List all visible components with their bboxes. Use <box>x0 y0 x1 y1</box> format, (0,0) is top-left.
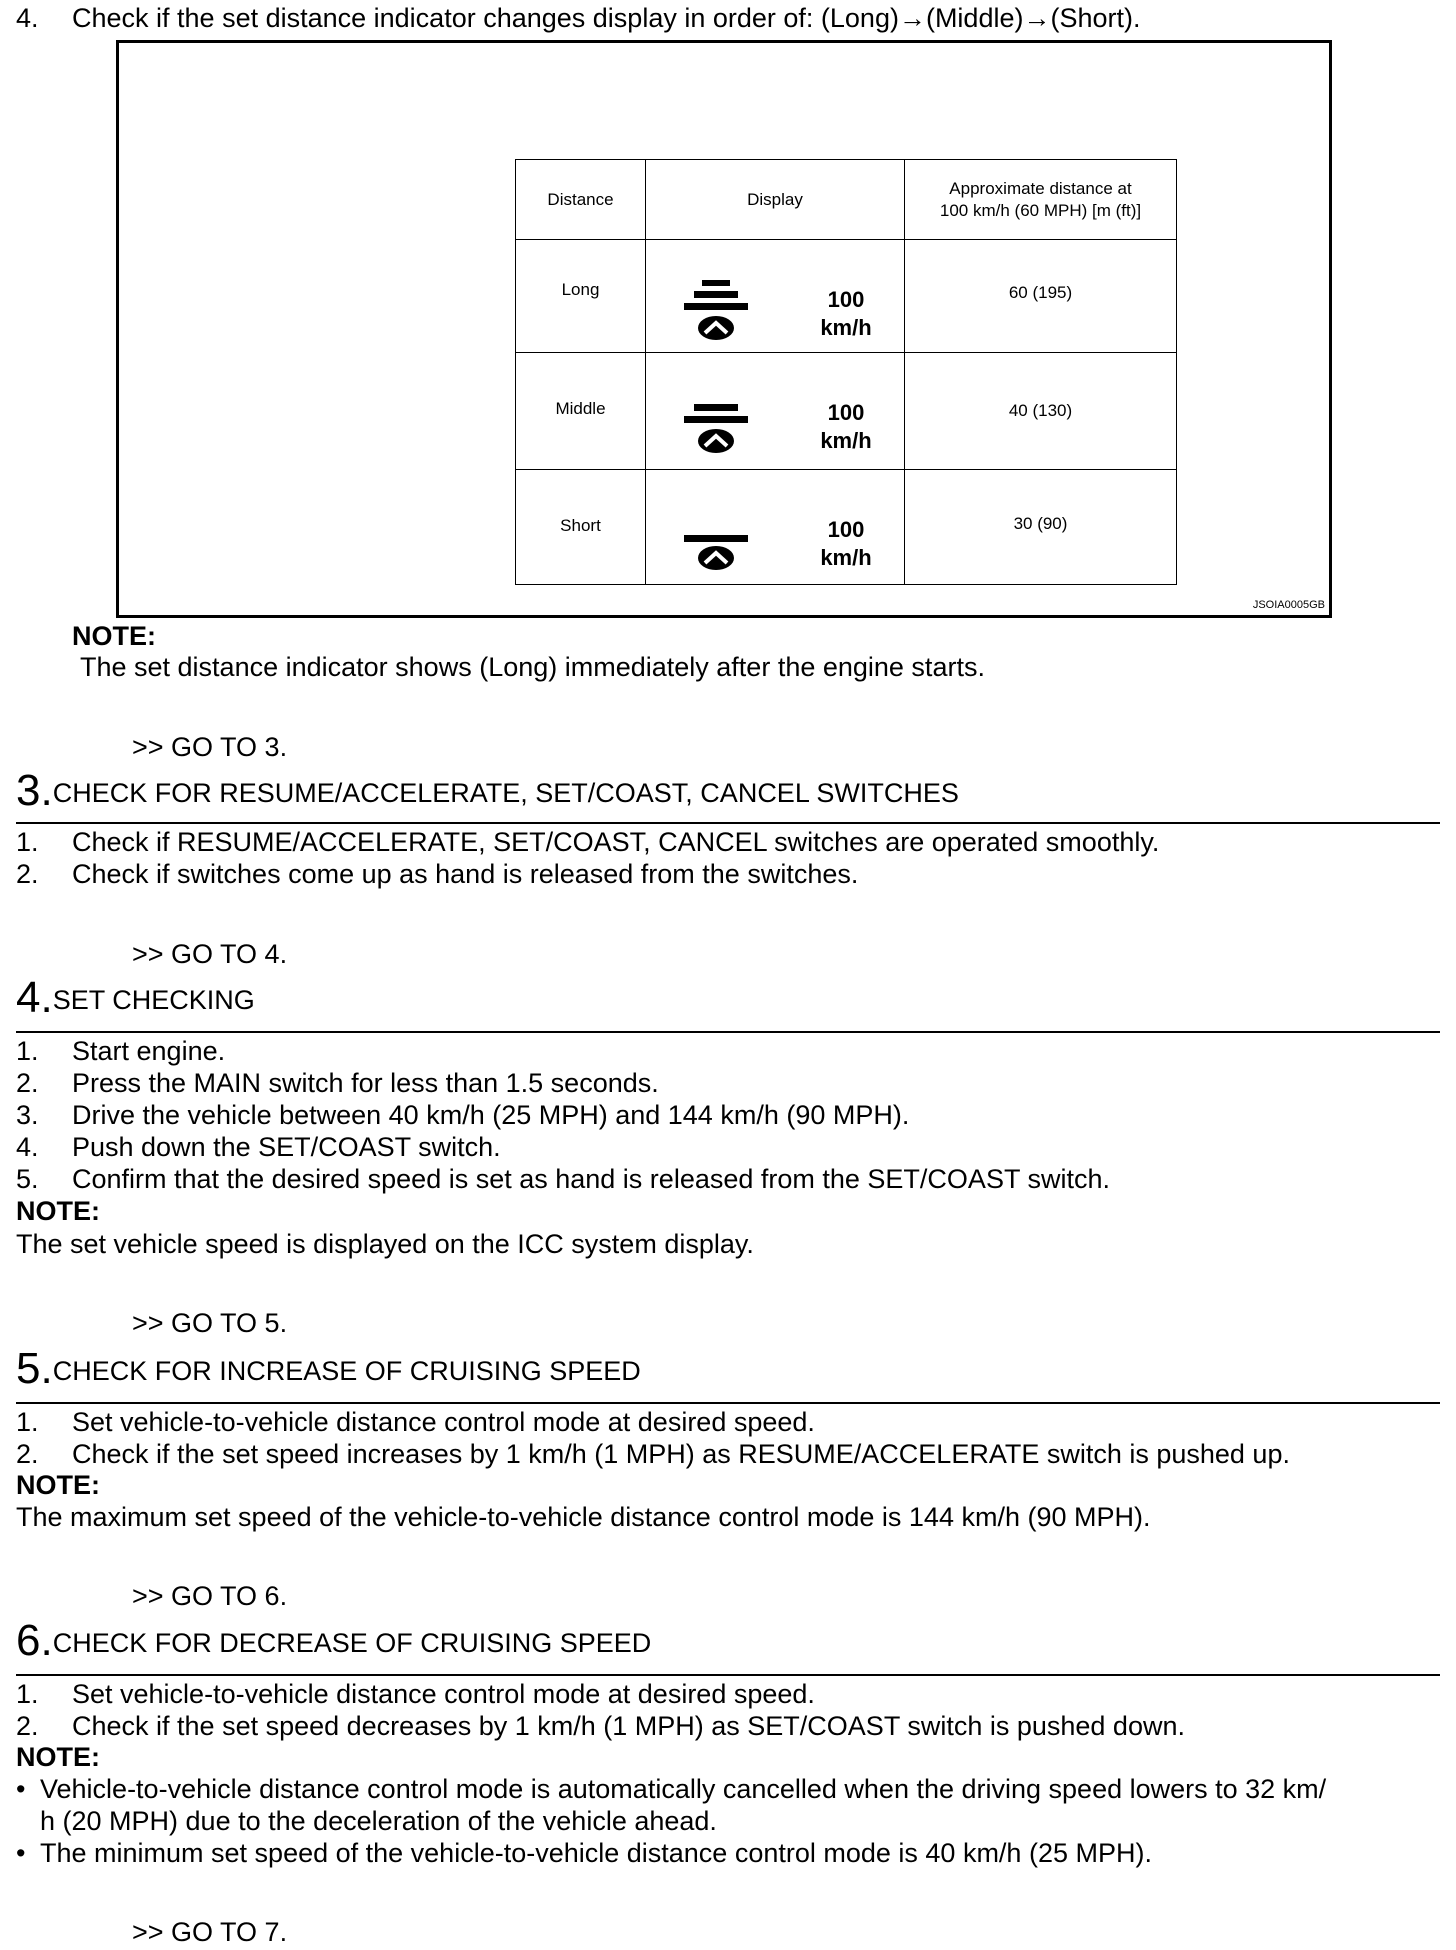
speed-long-unit: km/h <box>820 315 872 340</box>
divider <box>16 822 1440 824</box>
speed-middle <box>816 399 876 455</box>
list-item-text: Confirm that the desired speed is set as hand is released from the SET/COAST switch. <box>72 1164 1110 1194</box>
list-item-text: Push down the SET/COAST switch. <box>72 1132 501 1162</box>
bullet-item <box>16 1837 1326 1869</box>
note-text: The set vehicle speed is displayed on the ICC system display. <box>16 1229 754 1259</box>
header-approx-line2: 100 km/h (60 MPH) [m (ft)] <box>939 200 1142 220</box>
divider <box>16 1402 1440 1404</box>
step-3-number: 3. <box>16 766 53 815</box>
step-6-heading <box>16 1616 652 1665</box>
list-item-text: Start engine. <box>72 1036 226 1066</box>
approx-short: 30 (90) <box>905 470 1177 585</box>
step-4-title: SET CHECKING <box>52 985 255 1015</box>
list-item-number: 5. <box>16 1164 39 1194</box>
intro-step-text: Check if the set distance indicator changes display in order of: (Long)→(Middle)→(Short). <box>72 3 1141 33</box>
step-4-heading <box>16 973 255 1022</box>
note-text: The set distance indicator shows (Long) immediately after the engine starts. <box>80 652 985 682</box>
distance-bars-middle-icon <box>676 393 756 457</box>
goto-link: >> GO TO 4. <box>132 939 288 969</box>
display-cell-short <box>646 470 905 585</box>
bullet-line: • Vehicle-to-vehicle distance control mode is automatically cancelled when the driving speed lowers to 32 km/ <box>40 1774 1327 1804</box>
speed-middle-value: 100 <box>827 400 865 425</box>
note-label: NOTE: <box>16 1470 100 1500</box>
list-item-text: Check if RESUME/ACCELERATE, SET/COAST, CANCEL switches are operated smoothly. <box>72 827 1160 857</box>
goto-link: >> GO TO 7. <box>132 1917 288 1947</box>
goto-link: >> GO TO 6. <box>132 1581 288 1611</box>
list-item-text: Check if the set speed increases by 1 km/h (1 MPH) as RESUME/ACCELERATE switch is pushed up. <box>72 1439 1290 1469</box>
step-3-title: CHECK FOR RESUME/ACCELERATE, SET/COAST, CANCEL SWITCHES <box>52 778 959 808</box>
speed-long <box>816 286 876 342</box>
table-row <box>516 353 1177 470</box>
note-label: NOTE: <box>16 1742 100 1772</box>
intro-step <box>16 2 1141 34</box>
list-item-number: 2. <box>16 1711 39 1741</box>
note-label: NOTE: <box>16 1196 100 1226</box>
goto-link: >> GO TO 3. <box>132 732 288 762</box>
list-item-number: 4. <box>16 1132 39 1162</box>
header-approx <box>905 160 1177 240</box>
step-6-title: CHECK FOR DECREASE OF CRUISING SPEED <box>52 1628 652 1658</box>
bullet-line: • The minimum set speed of the vehicle-to-vehicle distance control mode is 40 km/h (25 MPH). <box>40 1838 1152 1868</box>
step-5-number: 5. <box>16 1344 53 1393</box>
header-approx-line1: Approximate distance at <box>949 178 1132 198</box>
list-item-number: 2. <box>16 1439 39 1469</box>
distance-table <box>515 159 1177 585</box>
step-5-heading <box>16 1344 641 1393</box>
row-label-long: Long <box>516 240 646 353</box>
intro-step-number: 4. <box>16 3 39 33</box>
list-item-number: 2. <box>16 1068 39 1098</box>
speed-short <box>816 516 876 572</box>
list-item-number: 1. <box>16 827 39 857</box>
goto-link: >> GO TO 5. <box>132 1308 288 1338</box>
distance-indicator-figure <box>116 40 1332 618</box>
list-item-number: 3. <box>16 1100 39 1130</box>
list-item-number: 1. <box>16 1407 39 1437</box>
note-bullets <box>16 1773 1326 1869</box>
bullet-item <box>16 1773 1326 1837</box>
table-row <box>516 470 1177 585</box>
list-item-number: 1. <box>16 1036 39 1066</box>
list-item-number: 2. <box>16 859 39 889</box>
speed-middle-unit: km/h <box>820 428 872 453</box>
list-item-text: Check if the set speed decreases by 1 km/h (1 MPH) as SET/COAST switch is pushed down. <box>72 1711 1185 1741</box>
figure-id: JSOIA0005GB <box>1252 599 1325 611</box>
speed-short-unit: km/h <box>820 545 872 570</box>
list-item-text: Set vehicle-to-vehicle distance control mode at desired speed. <box>72 1407 815 1437</box>
note-label: NOTE: <box>72 621 156 651</box>
approx-middle: 40 (130) <box>905 353 1177 470</box>
row-label-short: Short <box>516 470 646 585</box>
step-3-heading <box>16 766 959 815</box>
header-display: Display <box>646 160 905 240</box>
list-item-number: 1. <box>16 1679 39 1709</box>
step-4-number: 4. <box>16 973 53 1022</box>
display-cell-middle <box>646 353 905 470</box>
step-5-title: CHECK FOR INCREASE OF CRUISING SPEED <box>52 1356 641 1386</box>
distance-bars-long-icon <box>676 278 756 342</box>
speed-long-value: 100 <box>827 287 865 312</box>
list-item-text: Drive the vehicle between 40 km/h (25 MPH) and 144 km/h (90 MPH). <box>72 1100 910 1130</box>
table-row <box>516 240 1177 353</box>
table-header-row <box>516 160 1177 240</box>
display-cell-long <box>646 240 905 353</box>
header-distance: Distance <box>516 160 646 240</box>
row-label-middle: Middle <box>516 353 646 470</box>
divider <box>16 1674 1440 1676</box>
bullet-line: h (20 MPH) due to the deceleration of the vehicle ahead. <box>40 1806 717 1836</box>
distance-bars-short-icon <box>676 518 756 574</box>
speed-short-value: 100 <box>827 517 865 542</box>
list-item-text: Check if switches come up as hand is released from the switches. <box>72 859 859 889</box>
divider <box>16 1031 1440 1033</box>
list-item-text: Set vehicle-to-vehicle distance control mode at desired speed. <box>72 1679 815 1709</box>
approx-long: 60 (195) <box>905 240 1177 353</box>
list-item-text: Press the MAIN switch for less than 1.5 seconds. <box>72 1068 659 1098</box>
step-6-number: 6. <box>16 1616 53 1665</box>
note-text: The maximum set speed of the vehicle-to-vehicle distance control mode is 144 km/h (90 MPH). <box>16 1502 1151 1532</box>
